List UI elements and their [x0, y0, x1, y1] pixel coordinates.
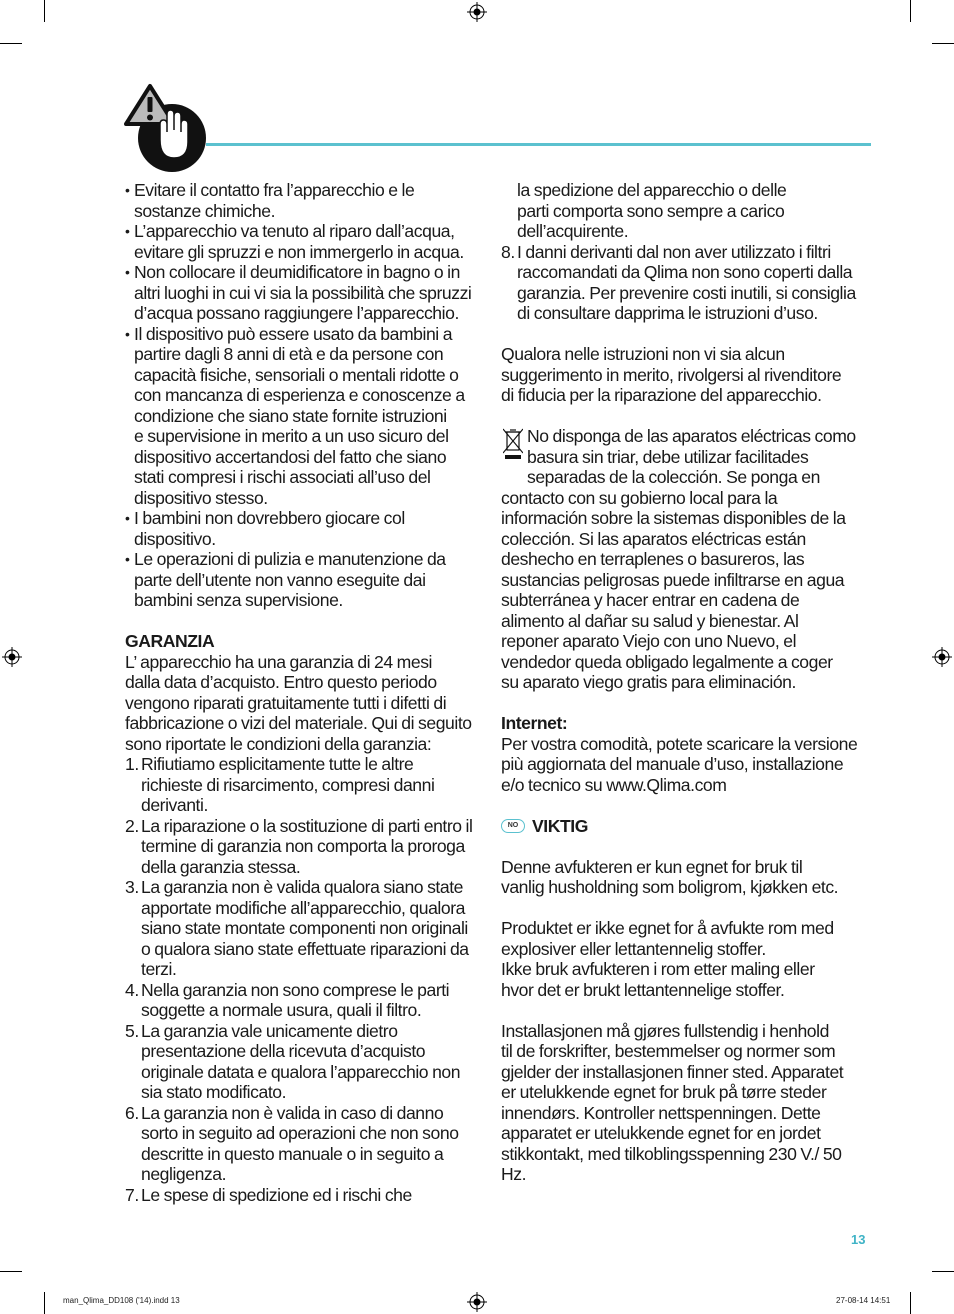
weee-text-line: subterránea y hacer entrar en cadena de — [501, 590, 800, 610]
condition-number: 6. — [125, 1102, 139, 1123]
crop-mark — [44, 1292, 45, 1314]
bullet-text-line: • Non collocare il deumidificatore in bagno o in — [134, 262, 460, 282]
text-line: L’ apparecchio ha una garanzia di 24 mesi — [125, 651, 433, 672]
text-line: Ikke bruk avfukteren i rom etter maling eller — [501, 959, 815, 979]
warranty-condition — [125, 877, 497, 980]
weee-text-line: deshecho en terraplenes o basureros, las — [501, 549, 805, 569]
bullet-text-line: dispositivo stesso. — [134, 487, 268, 508]
bullet-text-line: evitare gli spruzzi e non immergerlo in acqua. — [134, 241, 464, 262]
text-line: suggerimento in merito, rivolgersi al rivenditore — [501, 364, 842, 385]
viktig-heading: VIKTIG — [532, 815, 588, 836]
bullet-text-line: altri luoghi in cui vi sia la possibilità che spruzzi — [134, 282, 472, 303]
condition-text-line: siano state montate componenti non originali — [141, 918, 468, 938]
condition-text-line: parti comporta sono sempre a carico — [517, 200, 785, 221]
condition-text-line: descritte in questo manuale o in seguito a — [141, 1143, 444, 1164]
norwegian-language-badge: NO — [501, 819, 525, 833]
bullet-text-line: con mancanza di esperienza e conoscenze a — [134, 385, 465, 405]
condition-text-line: Nella garanzia non sono comprese le parti — [141, 979, 450, 1000]
page-number: 13 — [851, 1232, 866, 1247]
condition-number: 4. — [125, 979, 139, 1000]
bullet-text-line: stati compresi i rischi associati all’uso del — [134, 467, 431, 487]
condition-text-line: dell’acquirente. — [517, 221, 629, 241]
repair-advice-paragraph — [501, 344, 873, 406]
condition-text-line: derivanti. — [141, 795, 208, 815]
weee-text-line: reponer aparato Viejo con uno Nuevo, el — [501, 631, 797, 651]
weee-text-line: sustancias peligrosas puede infiltrarse en agua — [501, 569, 845, 590]
weee-text-line: colección. Si las aparatos eléctricas están — [501, 528, 806, 549]
crop-mark — [910, 1292, 911, 1314]
warranty-condition — [125, 1185, 497, 1206]
condition-7-continuation — [501, 180, 873, 242]
weee-text-line: vendedor queda obligado legalmente a coger — [501, 651, 833, 672]
bullet-item — [125, 508, 497, 549]
text-line: fabbricazione o vizi del materiale. Qui di seguito — [125, 713, 472, 733]
registration-mark-icon — [467, 2, 487, 22]
safety-bullet-list — [125, 180, 497, 611]
condition-text-line: La garanzia non è valida qualora siano state — [141, 877, 463, 897]
bullet-text-line: sostanze chimiche. — [134, 200, 276, 221]
bullet-text-line: • Il dispositivo può essere usato da bambini a — [134, 323, 453, 344]
condition-number: 8. — [501, 241, 515, 262]
warranty-condition — [501, 242, 873, 324]
garanzia-intro — [125, 652, 497, 755]
weee-bin-icon — [503, 428, 523, 460]
garanzia-heading: GARANZIA — [125, 631, 215, 651]
crop-mark — [932, 1271, 954, 1272]
warranty-condition — [125, 980, 497, 1021]
bullet-text-line: dispositivo. — [134, 528, 216, 549]
warranty-condition — [125, 754, 497, 816]
bullet-item — [125, 180, 497, 221]
text-line: Denne avfukteren er kun egnet for bruk til — [501, 856, 803, 877]
condition-text-line: della garanzia stessa. — [141, 856, 301, 877]
bullet-item — [125, 262, 497, 324]
text-line: Produktet er ikke egnet for å avfukte rom med — [501, 918, 834, 938]
viktig-heading-row — [501, 816, 873, 837]
internet-paragraph — [501, 734, 873, 796]
bullet-text-line: bambini senza supervisione. — [134, 590, 343, 610]
text-line: til de forskrifter, bestemmelser og normer som — [501, 1041, 836, 1061]
condition-text-line: apportate modifiche all’apparecchio, qualora — [141, 897, 465, 918]
condition-text-line: negligenza. — [141, 1164, 227, 1184]
condition-text-line: La garanzia non è valida in caso di danno — [141, 1102, 444, 1123]
warranty-condition — [125, 816, 497, 878]
text-line: apparatet er utelukkende egnet for en jordet — [501, 1123, 821, 1143]
condition-number: 2. — [125, 815, 139, 836]
header-rule — [206, 143, 871, 146]
condition-number: 7. — [125, 1184, 139, 1205]
crop-mark — [0, 43, 22, 44]
weee-disposal-block — [501, 426, 873, 693]
condition-text-line: originale datata e qualora l’apparecchio non — [141, 1061, 461, 1082]
text-line: Per vostra comodità, potete scaricare la versione — [501, 733, 858, 754]
bullet-text-line: e supervisione in merito a un uso sicuro del — [134, 426, 449, 446]
bullet-text-line: • I bambini non dovrebbero giocare col — [134, 508, 405, 528]
condition-text-line: garanzia. Per prevenire costi inutili, si consiglia — [517, 282, 856, 303]
bullet-text-line: capacità fisiche, sensoriali o mentali ridotte o — [134, 364, 459, 385]
condition-text-line: I danni derivanti dal non aver utilizzato i filtri — [517, 241, 831, 262]
bullet-text-line: • Evitare il contatto fra l’apparecchio e le — [134, 180, 415, 200]
condition-text-line: termine di garanzia non comporta la proroga — [141, 836, 465, 856]
condition-text-line: o qualora siano state effettuate riparazioni da — [141, 938, 469, 959]
text-line: sono riportate le condizioni della garanzia: — [125, 733, 432, 754]
condition-text-line: soggette a normale usura, quali il filtro. — [141, 1000, 422, 1020]
text-line: stikkontakt, med tilkoblingsspenning 230 V./ 50 — [501, 1143, 842, 1164]
registration-mark-icon — [932, 647, 952, 667]
bullet-text-line: parte dell’utente non vanno eseguite dai — [134, 569, 426, 590]
weee-text-line: información sobre la sistemas disponibles de la — [501, 508, 846, 528]
right-column — [501, 180, 873, 1185]
text-line: di fiducia per la riparazione del apparecchio. — [501, 385, 822, 405]
condition-text-line: presentazione della ricevuta d’acquisto — [141, 1041, 426, 1061]
weee-text-line: contacto con su gobierno local para la — [501, 487, 778, 508]
norwegian-paragraph-1 — [501, 857, 873, 898]
warning-hand-icon — [124, 80, 210, 176]
text-line: innendørs. Kontroller nettspenningen. Dette — [501, 1102, 821, 1123]
registration-mark-icon — [2, 647, 22, 667]
weee-paragraph — [501, 426, 873, 693]
condition-text-line: Le spese di spedizione ed i rischi che — [141, 1184, 412, 1205]
norwegian-paragraph-3 — [501, 1021, 873, 1185]
weee-text-line: basura sin triar, debe utilizar facilitades — [527, 446, 809, 467]
print-slug-date: 27-08-14 14:51 — [836, 1296, 891, 1305]
internet-heading: Internet: — [501, 713, 568, 733]
registration-mark-icon — [467, 1292, 487, 1312]
bullet-item — [125, 221, 497, 262]
print-slug-file: man_Qlima_DD108 ('14).indd 13 — [63, 1296, 180, 1305]
text-line: dalla data d’acquisto. Entro questo periodo — [125, 672, 437, 692]
condition-number: 3. — [125, 877, 139, 897]
condition-text-line: raccomandati da Qlima non sono coperti dalla — [517, 262, 853, 282]
crop-mark — [0, 1271, 22, 1272]
condition-text-line: di consultare dapprima le istruzioni d’uso. — [517, 303, 818, 323]
text-line: Qualora nelle istruzioni non vi sia alcun — [501, 344, 785, 364]
text-line: e/o tecnico su www.Qlima.com — [501, 774, 727, 795]
bullet-text-line: condizione che siano state fornite istruzioni — [134, 405, 447, 426]
bullet-text-line: d’acqua possano raggiungere l’apparecchio. — [134, 303, 459, 323]
weee-text-line: No disponga de las aparatos eléctricas como — [527, 426, 856, 446]
crop-mark — [932, 43, 954, 44]
condition-text-line: terzi. — [141, 959, 177, 979]
bullet-item — [125, 549, 497, 611]
text-line: hvor det er brukt lettantennelige stoffer. — [501, 979, 785, 1000]
text-line: gjelder der installasjonen finner sted. Apparatet — [501, 1061, 844, 1082]
condition-number: 1. — [125, 754, 139, 774]
crop-mark — [910, 0, 911, 22]
text-line: explosiver eller lettantennelig stoffer. — [501, 938, 766, 959]
weee-text-line: alimento al dañar su salud y bienestar. Al — [501, 610, 799, 631]
condition-text-line: La garanzia vale unicamente dietro — [141, 1020, 398, 1041]
text-line: vengono riparati gratuitamente tutti i difetti di — [125, 692, 447, 713]
condition-number: 5. — [125, 1020, 139, 1041]
condition-text-line: richieste di risarcimento, compresi danni — [141, 774, 435, 795]
condition-text-line: La riparazione o la sostituzione di parti entro il — [141, 815, 473, 836]
warranty-condition — [125, 1021, 497, 1103]
condition-text-line: Rifiutiamo esplicitamente tutte le altre — [141, 754, 414, 774]
warranty-conditions-list — [125, 754, 497, 1205]
bullet-text-line: • L’apparecchio va tenuto al riparo dall’acqua, — [134, 221, 455, 241]
condition-text-line: la spedizione del apparecchio o delle — [517, 180, 787, 200]
bullet-text-line: partire dagli 8 anni di età e da persone con — [134, 344, 444, 364]
condition-text-line: sorto in seguito ad operazioni che non sono — [141, 1123, 459, 1143]
weee-text-line: su aparato viego gratis para eliminación. — [501, 672, 796, 692]
left-column — [125, 180, 497, 1205]
crop-mark — [44, 0, 45, 22]
bullet-text-line: • Le operazioni di pulizia e manutenzione da — [134, 549, 446, 569]
text-line: vanlig husholdning som boligrom, kjøkken etc. — [501, 877, 839, 897]
weee-text-line: separadas de la colección. Se ponga en — [527, 467, 820, 487]
bullet-item — [125, 324, 497, 509]
text-line: er utelukkende egnet for bruk på tørre steder — [501, 1082, 827, 1102]
text-line: Hz. — [501, 1164, 527, 1184]
text-line: Installasjonen må gjøres fullstendig i henhold — [501, 1020, 829, 1041]
warranty-condition-8 — [501, 242, 873, 324]
warranty-condition — [125, 1103, 497, 1185]
bullet-text-line: dispositivo accertandosi del fatto che siano — [134, 446, 447, 467]
text-line: più aggiornata del manuale d’uso, installazione — [501, 754, 844, 774]
norwegian-paragraph-2 — [501, 918, 873, 1000]
condition-text-line: sia stato modificato. — [141, 1082, 287, 1102]
